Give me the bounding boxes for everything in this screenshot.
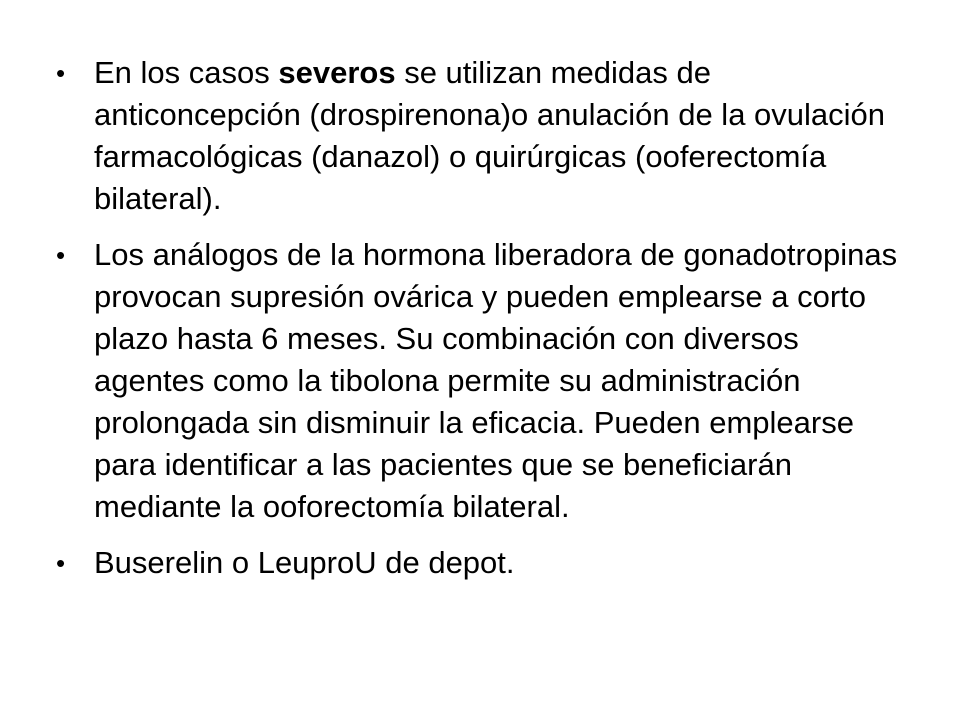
bullet-list	[54, 52, 914, 598]
bullet-item-gnrh-analogs	[54, 234, 914, 528]
bullet-dot-icon: •	[56, 240, 66, 270]
bullet-item-buserelin	[54, 542, 914, 584]
bullet-item-severe-cases	[54, 52, 914, 220]
bullet-text-start: En los casos	[94, 55, 279, 90]
bullet-text-end: se utilizan medidas de anticoncepción (drospirenona)o anulación de la ovulación farmacológicas (danazol) o quirúrgicas (ooferectomía bilateral).	[94, 55, 886, 216]
bullet-dot-icon: •	[56, 548, 66, 578]
bullet-dot-icon: •	[56, 58, 66, 88]
bullet-text: Buserelin o LeuproU de depot.	[94, 545, 515, 580]
bullet-text: Los análogos de la hormona liberadora de gonadotropinas provocan supresión ovárica y pueden emplearse a corto plazo hasta 6 meses. Su combinación con diversos agentes como la tibolona permite su administración prolongada sin disminuir la eficacia. Pueden emplearse para identificar a las pacientes que se beneficiarán mediante la ooforectomía bilateral.	[94, 237, 898, 524]
bullet-text-emphasis: severos	[278, 55, 396, 90]
bullet-text	[94, 55, 885, 216]
